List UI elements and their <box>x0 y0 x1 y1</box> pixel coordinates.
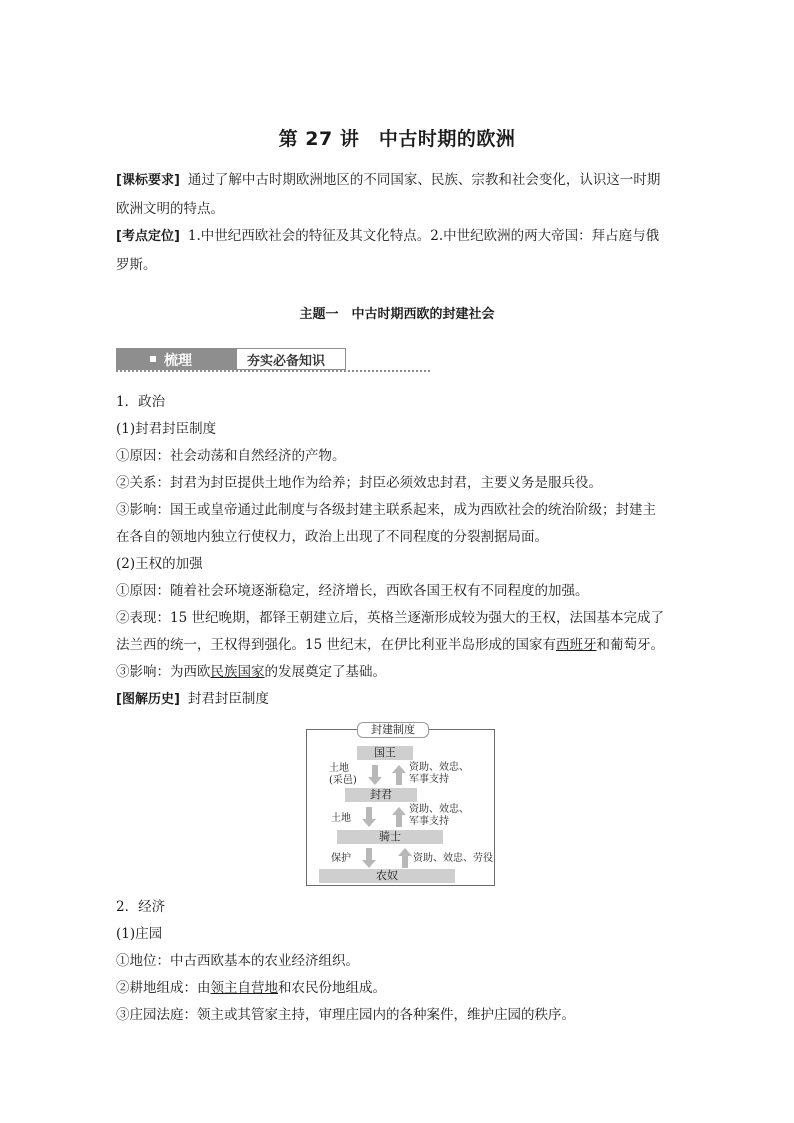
banner-sub-label: 夯实必备知识 <box>247 354 326 369</box>
down3-label: 保护 <box>331 853 351 864</box>
banner-main-tab <box>116 348 238 370</box>
kingship-impact-b: 的发展奠定了基础。 <box>264 664 386 680</box>
course-standard-line1: 通过了解中古时期欧洲地区的不同国家、民族、宗教和社会变化，认识这一时期 <box>187 172 661 188</box>
down-arrow-2-icon <box>362 819 376 827</box>
banner-main-label: 梳理 <box>164 353 192 369</box>
up1-label-a: 资助、效忠、 <box>409 762 469 773</box>
manor-court: ③庄园法庭：领主或其管家主持，审理庄园内的各种案件，维护庄园的秩序。 <box>116 1007 575 1023</box>
rank-serf: 农奴 <box>319 869 455 883</box>
kingship-show-line2-b: 和葡萄牙。 <box>596 637 664 653</box>
politics-impact-line1: ③影响：国王或皇帝通过此制度与各级封建主联系起来，成为西欧社会的统治阶级；封建主 <box>116 502 656 518</box>
manor-status: ①地位：中古西欧基本的农业经济组织。 <box>116 953 359 969</box>
manor-land-underline: 领主自营地 <box>210 980 278 996</box>
politics-sub2: (2)王权的加强 <box>116 556 203 572</box>
exam-focus-line1: 1.中世纪西欧社会的特征及其文化特点。2.中世纪欧洲的两大帝国：拜占庭与俄 <box>187 228 660 244</box>
up3-label: 资助、效忠、劳役 <box>413 853 493 864</box>
exam-focus-line2: 罗斯。 <box>116 257 157 273</box>
illustration-label: [图解历史] <box>116 692 180 707</box>
exam-focus-label: [考点定位] <box>116 229 180 244</box>
economy-section <box>116 894 686 1029</box>
kingship-impact <box>116 659 686 686</box>
kingship-show-line2-underline: 西班牙 <box>555 637 597 653</box>
up2-label-a: 资助、效忠、 <box>409 804 469 815</box>
up-arrow-2-icon <box>392 807 406 815</box>
square-bullet-icon <box>150 356 156 362</box>
politics-impact-line2: 在各自的领地内独立行使权力，政治上出现了不同程度的分裂割据局面。 <box>116 529 548 545</box>
feudal-diagram <box>306 723 495 886</box>
up2-label-b: 军事支持 <box>409 816 449 827</box>
economy-heading: 2．经济 <box>116 899 166 915</box>
course-standard <box>116 166 682 223</box>
kingship-show-line2 <box>116 632 686 659</box>
down-arrow-3-shaft <box>366 848 372 860</box>
politics-relation: ②关系：封君为封臣提供土地作为给养；封臣必须效忠封君，主要义务是服兵役。 <box>116 475 602 491</box>
down1-label-a: 土地 <box>329 763 349 774</box>
banner-sub-tab <box>236 348 346 370</box>
kingship-impact-a: ③影响：为西欧 <box>116 664 211 680</box>
manor-land-b: 和农民份地组成。 <box>278 980 386 996</box>
down-arrow-1-shaft <box>372 765 378 777</box>
economy-sub1: (1)庄园 <box>116 926 163 942</box>
down-arrow-3-icon <box>362 860 376 868</box>
up-arrow-3-shaft <box>402 856 408 868</box>
down2-label: 土地 <box>331 813 351 824</box>
lesson-title: 第 27 讲 中古时期的欧洲 <box>278 128 516 150</box>
politics-heading: 1．政治 <box>116 394 166 410</box>
up-arrow-1-shaft <box>396 773 402 785</box>
up1-label-b: 军事支持 <box>409 774 449 785</box>
down-arrow-2-shaft <box>366 807 372 819</box>
down-arrow-1-icon <box>368 777 382 785</box>
kingship-show-line2-a: 法兰西的统一，王权得到强化。15 世纪末，在伊比利亚半岛形成的国家有 <box>116 637 556 653</box>
up-arrow-2-shaft <box>396 815 402 827</box>
politics-sub1: (1)封君封臣制度 <box>116 421 217 437</box>
rank-knight: 骑士 <box>337 830 443 844</box>
politics-section <box>116 389 686 713</box>
illustration-text: 封君封臣制度 <box>187 691 269 707</box>
manor-land <box>116 975 686 1002</box>
up-arrow-1-icon <box>392 765 406 773</box>
banner-divider <box>116 370 432 372</box>
rank-king: 国王 <box>357 746 413 760</box>
course-standard-line2: 欧洲文明的特点。 <box>116 201 224 217</box>
section-banner <box>116 348 432 372</box>
manor-land-a: ②耕地组成：由 <box>116 980 211 996</box>
kingship-cause: ①原因：随着社会环境逐渐稳定，经济增长，西欧各国王权有不同程度的加强。 <box>116 583 589 599</box>
course-standard-label: [课标要求] <box>116 173 180 188</box>
up-arrow-3-icon <box>398 848 412 856</box>
rank-lord: 封君 <box>345 788 417 802</box>
topic-heading: 主题一 中古时期西欧的封建社会 <box>299 307 495 322</box>
kingship-impact-underline: 民族国家 <box>210 664 265 680</box>
down1-label-b: (采邑) <box>329 775 357 786</box>
kingship-show-line1: ②表现：15 世纪晚期，都铎王朝建立后，英格兰逐渐形成较为强大的王权，法国基本完成了 <box>116 610 664 626</box>
exam-focus <box>116 222 682 279</box>
diagram-title: 封建制度 <box>357 722 429 738</box>
politics-cause: ①原因：社会动荡和自然经济的产物。 <box>116 448 346 464</box>
illustration-caption <box>116 686 686 713</box>
